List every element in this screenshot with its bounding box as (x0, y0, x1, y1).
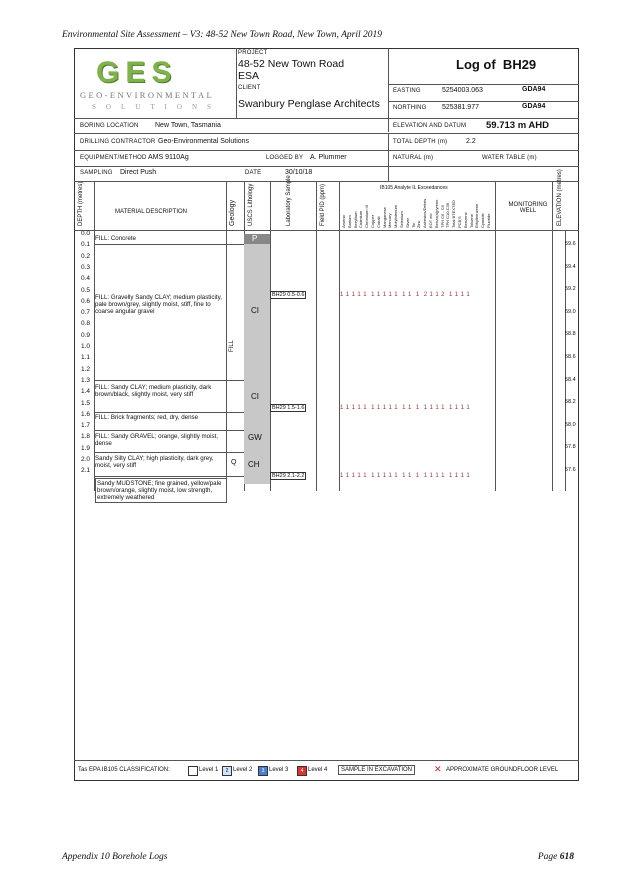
uscs-col-header: USCS Lithology (248, 183, 254, 226)
depth-tick: 1.8 (80, 433, 90, 441)
depth-tick: 0.5 (80, 286, 90, 294)
elevation-col-header: ELEVATION (metres) (557, 169, 563, 226)
drilling-contractor-label: DRILLING CONTRACTOR (80, 139, 156, 145)
drilling-contractor-value: Geo-Environmental Solutions (158, 138, 250, 145)
depth-tick: 0.1 (80, 241, 90, 249)
legend-excavation: SAMPLE IN EXCAVATION (338, 765, 415, 775)
elevation-tick: 59.2 (565, 286, 576, 293)
total-depth-label: TOTAL DEPTH (m) (393, 139, 448, 145)
easting-label: EASTING (393, 88, 421, 94)
geology-col-header: Geology (229, 199, 236, 226)
elevation-tick: 58.0 (565, 421, 576, 428)
analyte-header: EOT etc (428, 213, 433, 228)
symbol-ci-2: CI (251, 392, 259, 401)
legend-groundfloor: APPROXIMATE GROUNDFLOOR LEVEL (446, 767, 559, 773)
analyte-header: Total BTEXTED (451, 199, 457, 228)
elevation-tick: 59.0 (565, 308, 576, 315)
elevation-tick: 59.6 (565, 241, 576, 247)
logo-line1: GEO-ENVIRONMENTAL (80, 90, 215, 100)
page-header: Environmental Site Assessment – V3: 48-52 New Town Road, New Town, April 2019 (62, 30, 383, 40)
exceedance-row: 1 1 1 1 1 1 1 1 1 1 1 1 1 2 1 1 2 1 1 1 1 (340, 292, 471, 298)
symbol-gw: GW (248, 433, 262, 442)
legend-level4: Level 4 (308, 767, 328, 773)
client-name: Swanbury Penglase Architects (238, 98, 380, 110)
symbol-ch: CH (248, 460, 260, 469)
sample-label: BH29 2.1-2.2 (272, 473, 305, 479)
easting-value: 5254003.063 (442, 87, 483, 94)
depth-tick: 1.5 (80, 399, 90, 407)
legend-classification: Tas EPA IB105 CLASSIFICATION: (78, 767, 170, 773)
legend-level1-box (188, 766, 198, 776)
northing-label: NORTHING (393, 105, 427, 111)
analyte-header: Cadmium (358, 210, 364, 228)
analyte-header: Copper (370, 214, 375, 228)
layer-description: Sandy Silty CLAY; high plasticity, dark grey, moist, very stiff (95, 455, 214, 469)
company-logo: GES (96, 56, 178, 89)
depth-tick: 0.9 (80, 331, 90, 339)
material-col-header: MATERIAL DESCRIPTION (115, 209, 188, 215)
depth-tick: 1.6 (80, 410, 90, 418)
elevation-label: ELEVATION AND DATUM (393, 123, 467, 129)
legend-level1: Level 1 (199, 767, 219, 773)
depth-tick: 1.7 (80, 422, 90, 430)
exceedance-row: 1 1 1 1 1 1 1 1 1 1 1 1 1 1 1 1 1 1 1 1 1 (340, 473, 471, 479)
analyte-header: Cyanide (480, 213, 486, 228)
symbol-ci-1: CI (251, 306, 259, 315)
ib105-col-header: IB105 Analyte IL Exceedances (380, 185, 448, 191)
elevation-value: 59.713 m AHD (486, 120, 550, 131)
page-footer-left: Appendix 10 Borehole Logs (62, 852, 168, 862)
legend-level2-box: 2 (222, 766, 232, 776)
exceedance-row: 1 1 1 1 1 1 1 1 1 1 1 1 1 1 1 1 1 1 1 1 1 (340, 405, 471, 411)
sampling-label: SAMPLING (80, 170, 113, 176)
layer-description: FILL: Brick fragments; red, dry, dense (95, 414, 199, 421)
elevation-tick: 58.4 (565, 376, 576, 383)
boring-location-label: BORING LOCATION (80, 123, 139, 129)
lab-col-header: Laboratory Sample (286, 175, 292, 226)
analyte-header: Toluene (468, 213, 474, 228)
depth-tick: 1.0 (80, 343, 90, 350)
equipment-label: EQUIPMENT/METHOD (80, 155, 147, 161)
logged-by-label: LOGGED BY (266, 155, 304, 161)
log-title: Log of BH29 (456, 57, 537, 72)
analyte-header: Cobalt (375, 216, 381, 228)
analyte-header: TPH C10-C36 (445, 202, 451, 228)
legend-level4-box: 4 (297, 766, 307, 776)
geology-natural: Q (231, 459, 237, 466)
layer-description: FILL: Gravelly Sandy CLAY; medium plasticity, pale brown/grey, slightly moist, stiff, fine to coarse angular gravel (95, 294, 222, 315)
symbol-concrete: P (252, 234, 258, 243)
depth-tick: 2.1 (80, 467, 90, 475)
boring-location-value: New Town, Tasmania (155, 122, 221, 129)
equipment-value: AMS 9110Ag (148, 154, 189, 161)
depth-tick: 1.3 (80, 376, 90, 384)
depth-tick: 1.1 (80, 354, 90, 362)
depth-tick: 0.3 (80, 263, 90, 271)
depth-tick: 2.0 (80, 456, 90, 463)
analyte-header: Molybdenum (393, 205, 399, 228)
elevation-tick: 59.4 (565, 263, 576, 270)
analyte-header: Barium (346, 215, 352, 228)
northing-value: 525381.977 (442, 104, 479, 111)
legend-cross-icon: ✕ (434, 764, 442, 774)
analyte-header: PCB'S (457, 216, 462, 228)
layer-description: FILL: Sandy GRAVEL; orange, slightly moist, dense (95, 433, 219, 447)
analyte-header: Fluoride (486, 213, 491, 228)
analyte-header: Beryllium (352, 211, 358, 228)
monitoring-col-header: MONITORING WELL (508, 202, 548, 214)
layer-description: Sandy MUDSTONE; fine grained, yellow/pale brown/orange, slightly moist, low strength, extremely weathered (95, 478, 227, 503)
logo-line2: SOLUTIONS (92, 103, 221, 111)
depth-tick: 0.6 (80, 297, 90, 305)
project-sub: ESA (238, 70, 260, 82)
page-footer-right: Page 618 (537, 852, 574, 862)
litho-column (244, 244, 270, 484)
geology-fill: FILL (229, 339, 235, 352)
elevation-tick: 58.2 (565, 399, 576, 406)
elevation-tick: 57.6 (565, 467, 576, 473)
analyte-header: TPH C6 - C9 (439, 205, 445, 228)
depth-tick: 0.2 (80, 252, 90, 260)
project-name: 48-52 New Town Road (238, 58, 345, 70)
date-value: 30/10/18 (285, 169, 313, 176)
analyte-header: Ethylbenzene (474, 203, 480, 228)
client-label: CLIENT (238, 85, 261, 91)
depth-tick: 0.7 (80, 309, 90, 317)
analyte-header: Mercury (387, 213, 393, 228)
easting-datum: GDA94 (522, 86, 546, 93)
legend-level3-box: 3 (258, 766, 268, 776)
analyte-header: Chromium III (364, 205, 370, 228)
pid-col-header: Field PID (ppm) (320, 183, 326, 226)
depth-tick: 1.2 (80, 365, 90, 373)
logged-by-value: A. Plummer (310, 154, 347, 161)
sample-label: BH29 0.5-0.6 (272, 292, 305, 298)
water-table-label: WATER TABLE (m) (482, 155, 537, 161)
depth-tick: 1.9 (80, 444, 90, 452)
total-depth-value: 2.2 (466, 138, 476, 145)
elevation-tick: 58.8 (565, 331, 576, 338)
analyte-header: Arsenic (341, 214, 346, 228)
depth-tick: 0.0 (80, 230, 90, 237)
elevation-tick: 57.8 (565, 444, 576, 451)
analyte-header: Benzene (462, 212, 468, 228)
legend-level3: Level 3 (269, 767, 289, 773)
date-label: DATE (245, 170, 262, 176)
natural-label: NATURAL (m) (393, 155, 434, 161)
depth-col-header: DEPTH (metres) (78, 181, 84, 226)
layer-description: FILL: Concrete (95, 235, 136, 242)
project-label: PROJECT (238, 50, 268, 56)
analyte-header: Silver (404, 217, 410, 228)
analyte-header: Asbestos/Debris (422, 198, 428, 228)
depth-tick: 0.8 (80, 320, 90, 328)
analyte-header: Manganese (381, 207, 387, 228)
legend-level2: Level 2 (233, 767, 253, 773)
sample-label: BH29 1.5-1.6 (272, 405, 305, 411)
analyte-header: Tin (410, 222, 416, 228)
depth-tick: 0.4 (80, 275, 90, 283)
analyte-header: Benzo(a)pyrene (433, 199, 439, 228)
depth-tick: 1.4 (80, 388, 90, 396)
analyte-header: Selenium (399, 211, 404, 228)
sampling-value: Direct Push (120, 169, 157, 176)
analyte-header: Zinc (416, 220, 422, 228)
elevation-tick: 58.6 (565, 354, 576, 360)
layer-description: FILL: Sandy CLAY; medium plasticity, dark brown/black, slightly moist, very stiff (95, 384, 212, 398)
northing-datum: GDA94 (522, 103, 546, 110)
